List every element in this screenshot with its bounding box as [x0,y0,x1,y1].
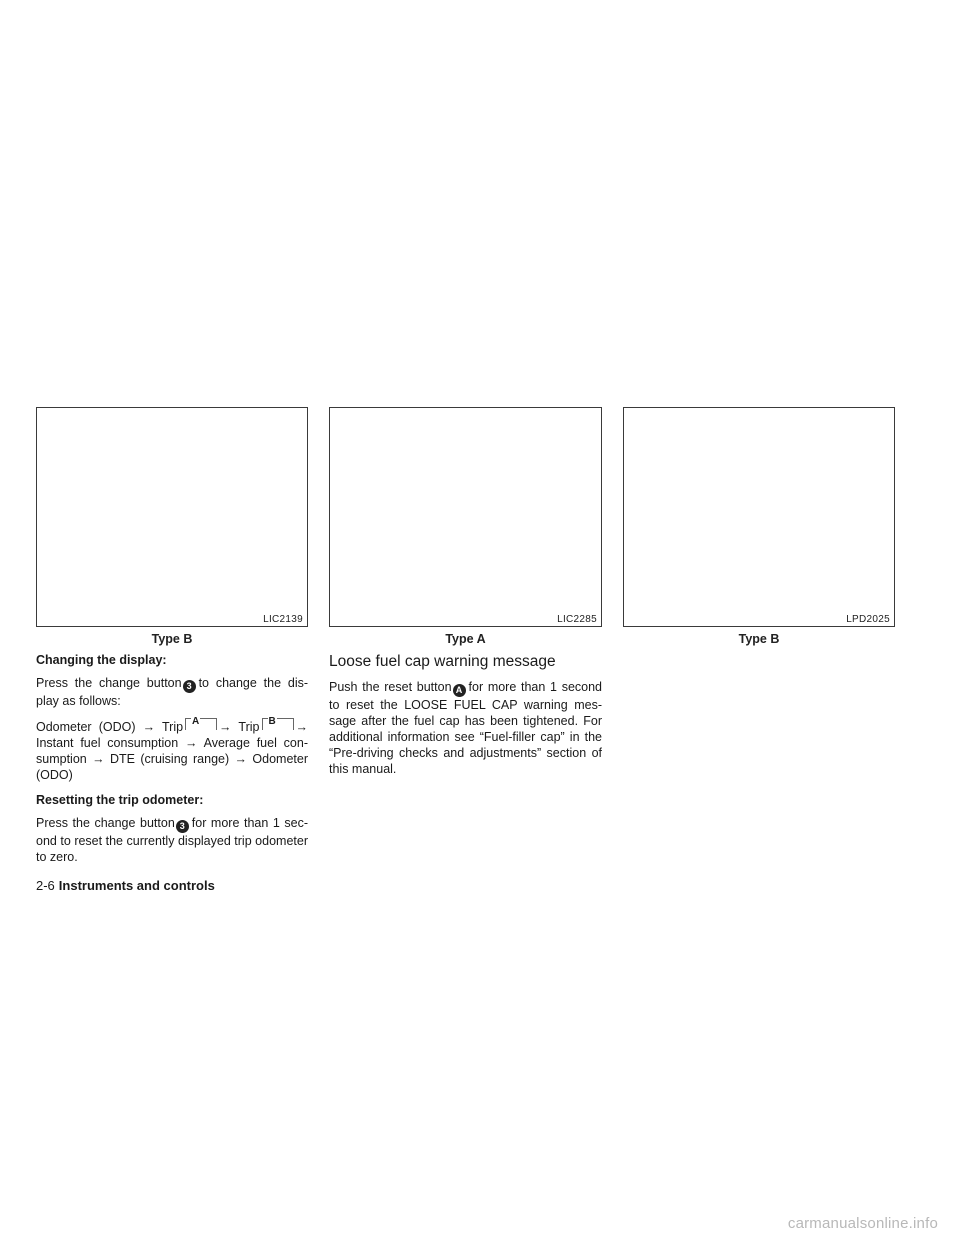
trip-b-icon [262,718,294,730]
text: Press the change button [36,676,182,690]
resetting-trip-title: Resetting the trip odometer: [36,793,204,807]
figure-type-b-right [623,407,895,627]
figure-type-b-left [36,407,308,627]
text: → Instant fuel consumption → Average fuel con-sumption → DTE (cruising range) → Odometer (ODO) [36,720,308,782]
resetting-trip-paragraph [36,815,308,865]
section-title: Instruments and controls [58,878,215,893]
text: Odometer (ODO) → Trip [36,720,184,734]
middle-column [329,652,602,786]
page-footer [36,878,215,893]
figure-code: LIC2139 [263,614,303,625]
text: Press the change button [36,816,175,830]
loose-fuel-cap-heading: Loose fuel cap warning message [329,653,556,670]
page-number: 2-6 [36,878,55,893]
trip-a-label: A [192,716,200,727]
text: to change the dis-play as follows: [36,676,309,708]
watermark[interactable]: carmanualsonline.info [787,1215,938,1232]
figure-caption: Type B [738,632,780,646]
figure-type-a [329,407,602,627]
loose-fuel-cap-paragraph [329,679,602,777]
changing-display-paragraph [36,675,308,709]
display-sequence [36,718,308,783]
trip-a-icon [185,718,217,730]
left-column [36,652,308,874]
figure-code: LPD2025 [846,614,890,625]
figure-code: LIC2285 [557,614,597,625]
button-a-icon: A [453,684,466,697]
figure-caption: Type A [445,632,486,646]
text: → Trip [219,720,260,734]
button-3-icon: 3 [183,680,196,693]
changing-display-title: Changing the display: [36,653,167,667]
text: Push the reset button [329,680,452,694]
text: for more than 1 sec-ond to reset the currently displayed trip odometer to zero. [36,816,308,864]
trip-b-label: B [268,716,276,727]
figure-caption: Type B [151,632,193,646]
button-3-icon: 3 [176,820,189,833]
text: for more than 1 second to reset the LOOSE FUEL CAP warning mes-sage after the fuel cap has been tightened. For additional information see “Fuel-filler cap” in the “Pre-driving checks and adjustments” section of this manual. [329,680,602,776]
